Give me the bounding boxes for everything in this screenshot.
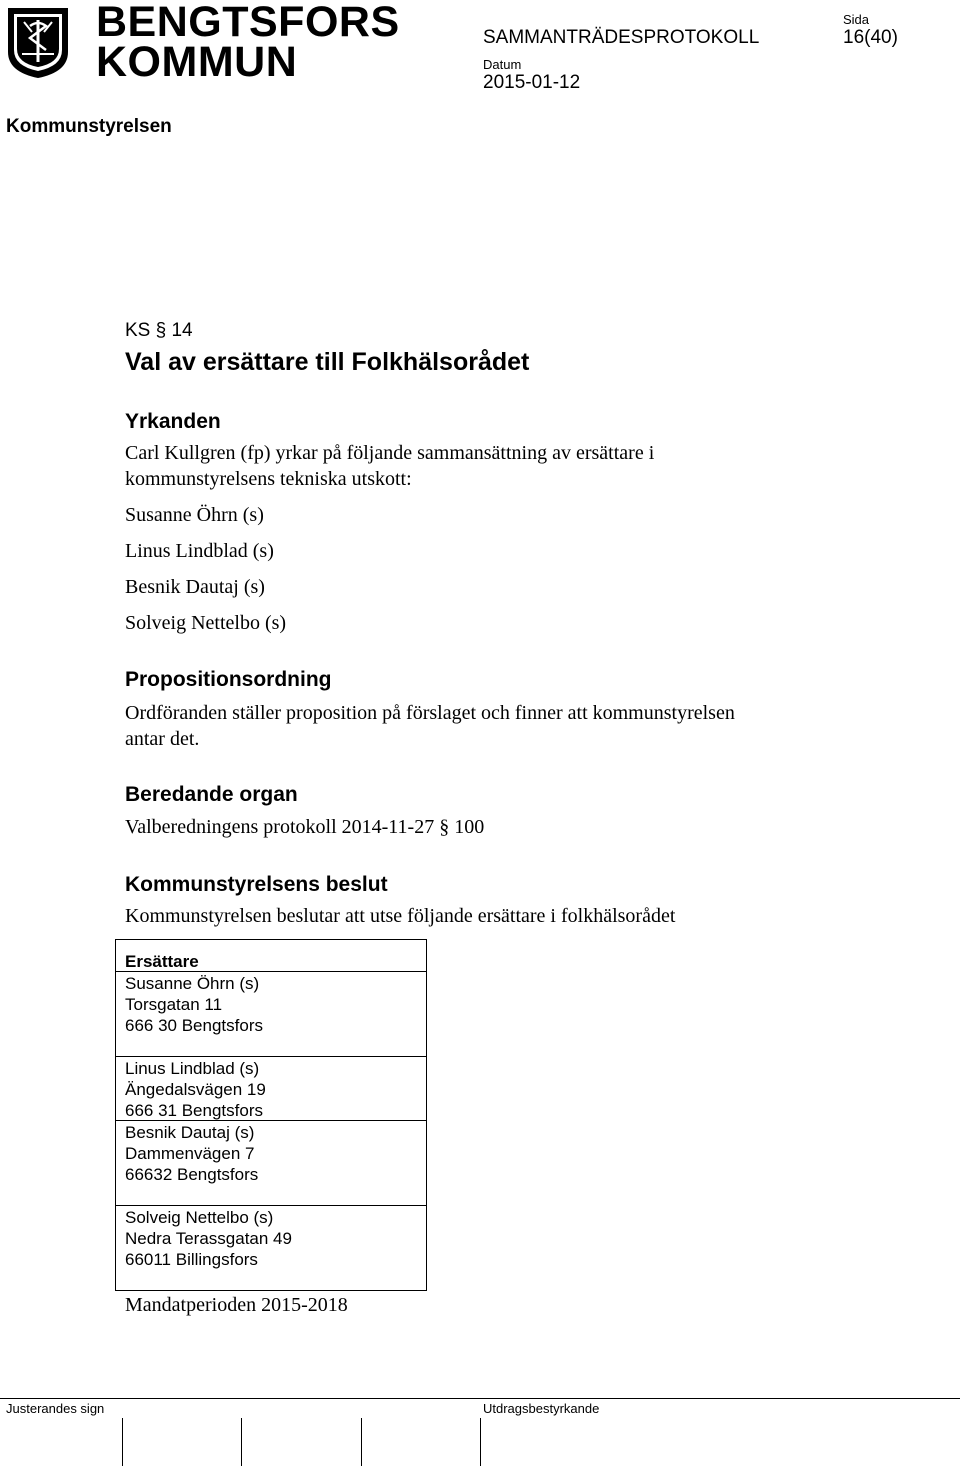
table-divider <box>116 1205 426 1206</box>
substitute-street: Ängedalsvägen 19 <box>125 1080 266 1099</box>
proposed-name: Besnik Dautaj (s) <box>125 576 265 598</box>
section-reference: KS § 14 <box>125 320 193 341</box>
substitute-name: Susanne Öhrn (s) <box>125 974 260 993</box>
signature-box-divider <box>361 1418 362 1466</box>
signature-box-divider <box>122 1418 123 1466</box>
heading-yrkanden: Yrkanden <box>125 410 221 433</box>
document-type: SAMMANTRÄDESPROTOKOLL <box>483 27 760 48</box>
signature-box-divider <box>241 1418 242 1466</box>
table-divider <box>116 971 426 972</box>
substitute-name: Besnik Dautaj (s) <box>125 1123 255 1142</box>
substitute-postal: 66011 Billingsfors <box>125 1250 258 1269</box>
table-divider <box>116 1056 426 1057</box>
proposed-name: Susanne Öhrn (s) <box>125 504 264 526</box>
organ-name: Kommunstyrelsen <box>6 116 172 137</box>
substitute-name: Linus Lindblad (s) <box>125 1059 260 1078</box>
substitute-postal: 666 31 Bengtsfors <box>125 1101 263 1120</box>
bengtsfors-coat-of-arms-icon <box>6 6 70 80</box>
substitute-name: Solveig Nettelbo (s) <box>125 1208 274 1227</box>
beredande-organ-text: Valberedningens protokoll 2014-11-27 § 100 <box>125 816 485 838</box>
page-label: Sida <box>843 12 870 27</box>
heading-beredande-organ: Beredande organ <box>125 783 298 806</box>
logo-wordmark-line2: KOMMUN <box>96 38 298 86</box>
table-divider <box>116 1120 426 1121</box>
date-value: 2015-01-12 <box>483 72 581 93</box>
proposed-name: Linus Lindblad (s) <box>125 540 274 562</box>
substitute-postal: 666 30 Bengtsfors <box>125 1016 263 1035</box>
substitute-street: Torsgatan 11 <box>125 995 223 1014</box>
logo-wordmark-line1: BENGTSFORS <box>96 0 400 46</box>
mandate-period: Mandatperioden 2015-2018 <box>125 1294 348 1316</box>
heading-kommunstyrelsens-beslut: Kommunstyrelsens beslut <box>125 873 388 896</box>
footer-sign-label: Justerandes sign <box>6 1401 105 1416</box>
item-title: Val av ersättare till Folkhälsorådet <box>125 348 530 376</box>
yrkanden-text-line2: kommunstyrelsens tekniska utskott: <box>125 468 412 490</box>
proposed-name: Solveig Nettelbo (s) <box>125 612 287 634</box>
table-header: Ersättare <box>125 952 199 971</box>
beslut-text: Kommunstyrelsen beslutar att utse följande ersättare i folkhälsorådet <box>125 905 676 927</box>
substitute-postal: 66632 Bengtsfors <box>125 1165 259 1184</box>
footer-rule <box>0 1398 960 1399</box>
propositionsordning-text-line1: Ordföranden ställer proposition på förslaget och finner att kommunstyrelsen <box>125 702 735 724</box>
yrkanden-text-line1: Carl Kullgren (fp) yrkar på följande sammansättning av ersättare i <box>125 442 655 464</box>
signature-box-divider <box>480 1418 481 1466</box>
heading-propositionsordning: Propositionsordning <box>125 668 332 691</box>
propositionsordning-text-line2: antar det. <box>125 728 200 750</box>
page-number: 16(40) <box>843 27 898 48</box>
substitute-street: Nedra Terassgatan 49 <box>125 1229 292 1248</box>
footer-extract-label: Utdragsbestyrkande <box>483 1401 600 1416</box>
substitutes-table <box>115 939 427 1291</box>
substitute-street: Dammenvägen 7 <box>125 1144 255 1163</box>
date-label: Datum <box>483 57 522 72</box>
